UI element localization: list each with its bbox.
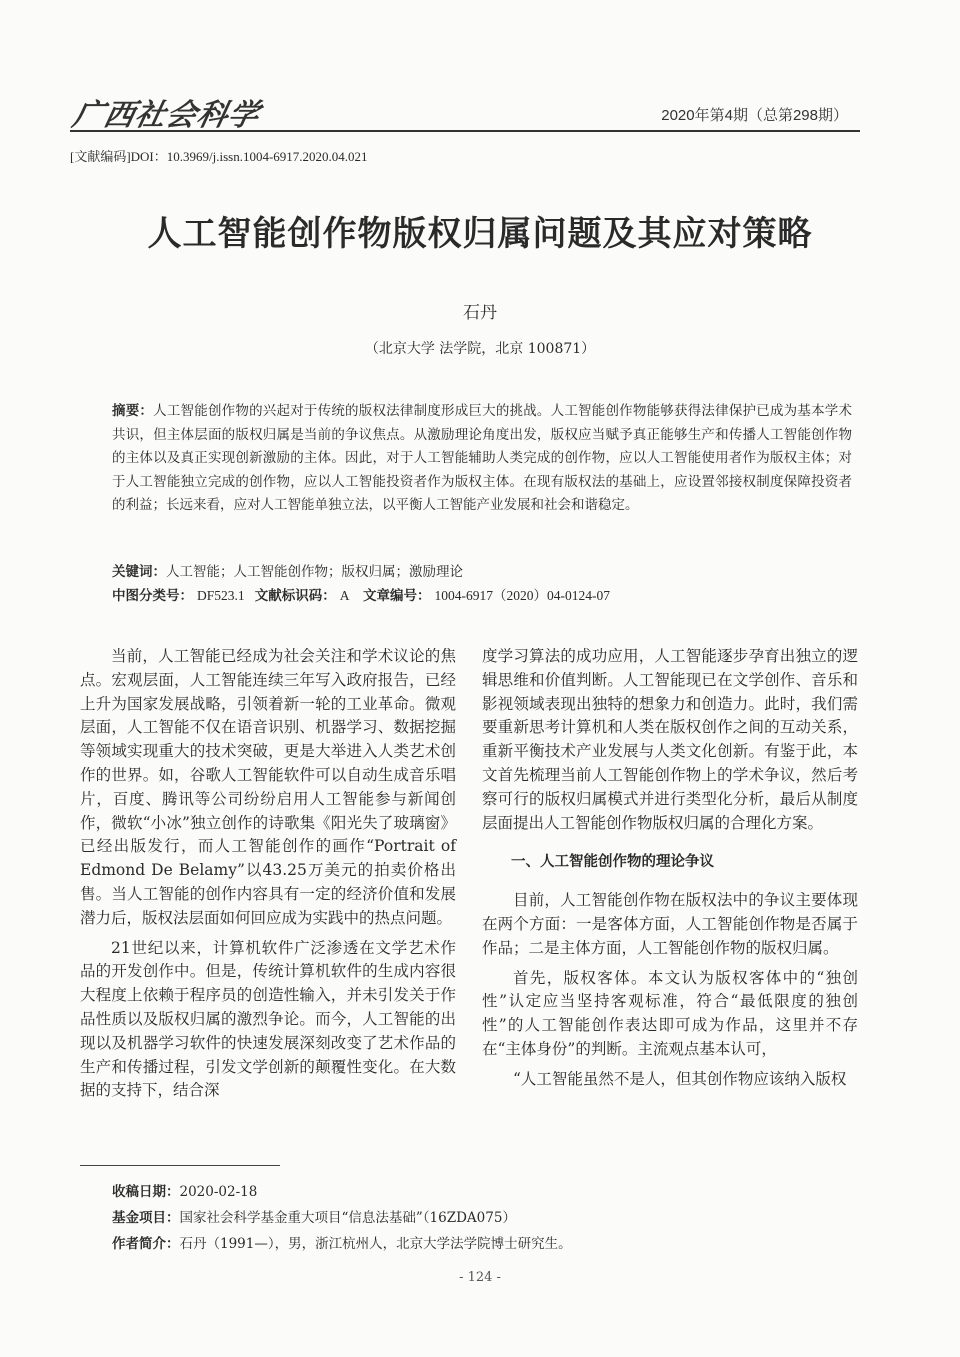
- bio-value: 石丹（1991—），男，浙江杭州人，北京大学法学院博士研究生。: [179, 1236, 572, 1252]
- body-column-left: [80, 645, 456, 1109]
- received-value: 2020-02-18: [179, 1184, 258, 1200]
- clc-label: 中图分类号：: [112, 588, 193, 604]
- paragraph: 当前，人工智能已经成为社会关注和学术议论的焦点。宏观层面，人工智能连续三年写入政府报告，已经上升为国家发展战略，引领着新一轮的工业革命。微观层面，人工智能不仅在语音识别、机器学习、数据挖掘等领域实现重大的技术突破，更是大举进入人类艺术创作的世界。如，谷歌人工智能软件可以自动生成音乐唱片，百度、腾讯等公司纷纷启用人工智能参与新闻创作，微软“小冰”独立创作的诗歌集《阳光失了玻璃窗》已经出版发行，而人工智能创作的画作“Portrait of Edmond De Belamy”以43.25万美元的拍卖价格出售。当人工智能的创作内容具有一定的经济价值和发展潜力后，版权法层面如何回应成为实践中的热点问题。: [80, 647, 456, 927]
- keywords-label: 关键词：: [112, 564, 166, 580]
- clc-value: DF523.1: [197, 588, 245, 603]
- keywords: [112, 560, 852, 580]
- article-number-label: 文章编号：: [363, 588, 431, 604]
- keywords-text: 人工智能；人工智能创作物；版权归属；激励理论: [166, 564, 463, 580]
- header-divider: [70, 130, 860, 132]
- doc-code-value: A: [339, 588, 350, 603]
- paragraph: 21世纪以来，计算机软件广泛渗透在文学艺术作品的开发创作中。但是，传统计算机软件的生成内容很大程度上依赖于程序员的创造性输入，并未引发关于作品性质以及版权归属的激烈争论。而今，人工智能的出现以及机器学习软件的快速发展深刻改变了艺术作品的生产和传播过程，引发文学创新的颠覆性变化。在大数据的支持下，结合深: [80, 938, 456, 1100]
- author-affiliation: （北京大学 法学院，北京 100871）: [364, 341, 596, 357]
- bio-label: 作者简介：: [112, 1236, 180, 1252]
- author-name: 石丹: [463, 303, 497, 323]
- classification-line: [112, 584, 852, 604]
- fund-value: 国家社会科学基金重大项目“信息法基础”（16ZDA075）: [179, 1210, 516, 1226]
- fund-label: 基金项目：: [112, 1210, 180, 1226]
- section-heading: 一、人工智能创作物的理论争议: [511, 854, 714, 871]
- paragraph: 度学习算法的成功应用，人工智能逐步孕育出独立的逻辑思维和价值判断。人工智能现已在文学创作、音乐和影视领域表现出独特的想象力和创造力。此时，我们需要重新思考计算机和人类在版权创作之间的互动关系，重新平衡技术产业发展与人类文化创新。有鉴于此，本文首先梳理当前人工智能创作物上的学术争议，然后考察可行的版权归属模式并进行类型化分析，最后从制度层面提出人工智能创作物版权归属的合理化方案。: [482, 647, 858, 832]
- page-number: - 124 -: [459, 1270, 501, 1285]
- doi-line: [文献编码]DOI：10.3969/j.issn.1004-6917.2020.04.021: [70, 149, 368, 164]
- issue-label: 2020年第4期（总第298期）: [661, 107, 848, 124]
- body-column-right: [482, 645, 858, 1098]
- footnote-received: [112, 1180, 852, 1200]
- abstract-text: 人工智能创作物的兴起对于传统的版权法律制度形成巨大的挑战。人工智能创作物能够获得法律保护已成为基本学术共识，但主体层面的版权归属是当前的争议焦点。从激励理论角度出发，版权应当赋予真正能够生产和传播人工智能创作物的主体以及真正实现创新激励的主体。因此，对于人工智能辅助人类完成的创作物，应以人工智能使用者作为版权主体；对于人工智能独立完成的创作物，应以人工智能投资者作为版权主体。在现有版权法的基础上，应设置邻接权制度保障投资者的利益；长远来看，应对人工智能单独立法，以平衡人工智能产业发展和社会和谐稳定。: [112, 403, 853, 513]
- paragraph: 目前，人工智能创作物在版权法中的争议主要体现在两个方面：一是客体方面，人工智能创作物是否属于作品；二是主体方面，人工智能创作物的版权归属。: [482, 891, 858, 957]
- paragraph: “人工智能虽然不是人，但其创作物应该纳入版权: [513, 1069, 847, 1088]
- paragraph: 首先，版权客体。本文认为版权客体中的“独创性”认定应当坚持客观标准，符合“最低限度的独创性”的人工智能创作表达即可成为作品，这里并不存在“主体身份”的判断。主流观点基本认可，: [482, 968, 858, 1058]
- footnote-author-bio: [112, 1232, 852, 1252]
- received-label: 收稿日期：: [112, 1184, 180, 1200]
- doc-code-label: 文献标识码：: [254, 588, 336, 604]
- abstract: [112, 400, 852, 518]
- footnote-fund: [112, 1206, 852, 1226]
- journal-logo: 广西社会科学: [69, 98, 263, 133]
- footnote-divider: [80, 1165, 280, 1166]
- abstract-label: 摘要：: [112, 403, 154, 419]
- article-number-value: 1004-6917（2020）04-0124-07: [434, 588, 611, 603]
- paper-title: 人工智能创作物版权归属问题及其应对策略: [147, 214, 813, 254]
